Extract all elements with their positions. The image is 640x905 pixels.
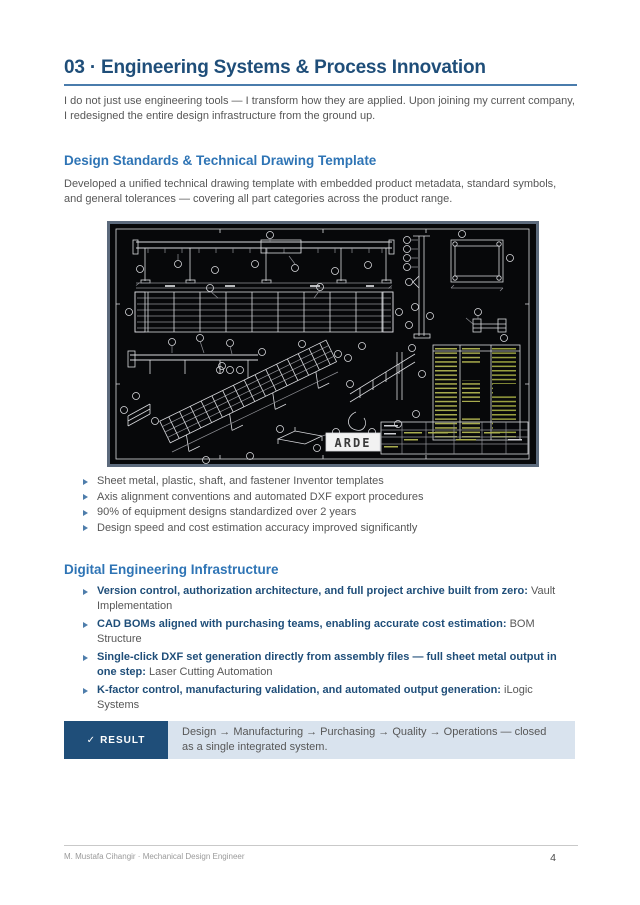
bullet-text: Laser Cutting Automation	[148, 666, 273, 678]
result-badge-label: RESULT	[100, 734, 146, 746]
bullet-text: 90% of equipment designs standardized over 2 years	[97, 506, 357, 518]
bullet-text: iLogic Systems	[97, 684, 533, 711]
section-heading-digital-infrastructure: Digital Engineering Infrastructure	[64, 562, 279, 577]
technical-drawing-image	[107, 221, 539, 467]
list-item	[64, 617, 577, 647]
bullet-bold-text: Single-click DXF set generation directly from assembly files — full sheet metal output in one step:	[97, 651, 557, 678]
list-item	[64, 490, 577, 506]
bullet-triangle-icon	[83, 655, 88, 661]
infrastructure-bullet-list	[64, 584, 577, 713]
cad-logo-text: ARDE	[334, 436, 372, 450]
bullet-text: Sheet metal, plastic, shaft, and fastener Inventor templates	[97, 475, 384, 487]
page-number: 4	[550, 852, 556, 864]
result-text: Design → Manufacturing → Purchasing → Quality → Operations — closed as a single integrated system.	[182, 726, 547, 753]
bullet-text: Design speed and cost estimation accuracy improved significantly	[97, 521, 418, 534]
result-badge	[64, 721, 168, 759]
bullet-triangle-icon	[83, 688, 88, 694]
page-content	[64, 0, 577, 759]
bullet-triangle-icon	[83, 525, 88, 531]
list-item	[64, 650, 577, 680]
list-item	[64, 683, 577, 713]
result-text-panel	[168, 721, 575, 759]
list-item	[64, 584, 577, 614]
cad-bom-table	[433, 345, 520, 440]
bullet-triangle-icon	[83, 510, 88, 516]
intro-paragraph: I do not just use engineering tools — I transform how they are applied. Upon joining my current company, I redesigned the entire design infrastructure from the ground up.	[64, 95, 575, 122]
cad-drawing-svg	[110, 224, 536, 464]
footer-author: M. Mustafa Cihangir · Mechanical Design Engineer	[64, 852, 245, 861]
bullet-bold-text: K-factor control, manufacturing validation, and automated output generation:	[97, 684, 501, 696]
bullet-bold-text: CAD BOMs aligned with purchasing teams, enabling accurate cost estimation:	[97, 618, 507, 630]
list-item	[64, 474, 577, 490]
title-underline-rule	[64, 84, 577, 86]
bullet-triangle-icon	[83, 494, 88, 500]
check-icon: ✓	[86, 734, 96, 746]
bullet-bold-text: Version control, authorization architecture, and full project archive built from zero:	[97, 585, 528, 597]
list-item	[64, 521, 577, 537]
bullet-triangle-icon	[83, 622, 88, 628]
cad-logo	[326, 433, 380, 451]
section1-description: Developed a unified technical drawing template with embedded product metadata, standard symbols, and general tolerances — covering all part categories across the product range.	[64, 178, 557, 205]
bullet-triangle-icon	[83, 589, 88, 595]
section-heading-design-standards: Design Standards & Technical Drawing Template	[64, 153, 377, 168]
bullet-text: Axis alignment conventions and automated DXF export procedures	[97, 490, 424, 503]
page-footer	[64, 845, 578, 864]
bullet-text: Vault Implementation	[97, 585, 556, 612]
result-callout	[64, 721, 575, 759]
standards-bullet-list	[64, 474, 577, 536]
page-title: 03 · Engineering Systems & Process Innovation	[64, 57, 486, 78]
bullet-text: BOM Structure	[97, 618, 535, 645]
list-item	[64, 505, 577, 521]
bullet-triangle-icon	[83, 479, 88, 485]
